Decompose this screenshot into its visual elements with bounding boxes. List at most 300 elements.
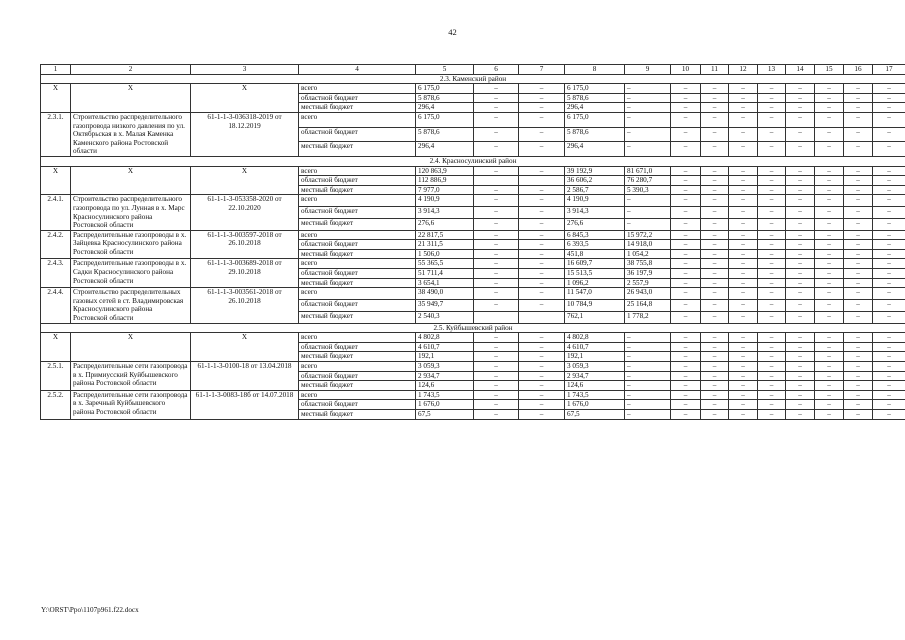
year-value: – — [519, 362, 565, 372]
empty-year-value: – — [786, 166, 815, 176]
year-value: – — [474, 333, 519, 343]
funding-source: областной бюджет — [299, 371, 416, 381]
year-value: 124,6 — [565, 381, 625, 391]
total-amount: 3 914,3 — [416, 207, 474, 219]
column-number: 4 — [299, 65, 416, 75]
empty-year-value: – — [701, 176, 729, 186]
empty-year-value: – — [729, 342, 758, 352]
total-amount: 21 311,5 — [416, 240, 474, 250]
empty-year-value: – — [786, 103, 815, 113]
funding-source: местный бюджет — [299, 103, 416, 113]
page-number: 42 — [448, 27, 457, 37]
year-value: 5 878,6 — [565, 127, 625, 142]
year-value: – — [474, 288, 519, 300]
year-value: – — [625, 371, 671, 381]
year-value: – — [625, 142, 671, 157]
empty-year-value: – — [844, 207, 873, 219]
empty-year-value: – — [815, 195, 844, 207]
empty-year-value: – — [786, 352, 815, 362]
empty-year-value: – — [671, 400, 701, 410]
empty-year-value: – — [671, 142, 701, 157]
year-value: 1 676,0 — [565, 400, 625, 410]
financing-table — [40, 64, 905, 420]
year-value: – — [519, 195, 565, 207]
empty-year-value: – — [701, 311, 729, 323]
column-number: 15 — [815, 65, 844, 75]
empty-year-value: – — [671, 195, 701, 207]
empty-year-value: – — [758, 259, 786, 269]
empty-year-value: – — [873, 103, 905, 113]
empty-year-value: – — [758, 269, 786, 279]
year-value: – — [625, 84, 671, 94]
empty-year-value: – — [729, 142, 758, 157]
empty-year-value: – — [701, 371, 729, 381]
year-value: – — [625, 93, 671, 103]
funding-source: всего — [299, 390, 416, 400]
empty-year-value: – — [671, 93, 701, 103]
empty-year-value: – — [873, 230, 905, 240]
object-name: Строительство распределительного газопровода низкого давления по ул. Октябрьская в х. Малая Каменка Каменского района Ростовской области — [71, 112, 191, 156]
expertise-document: X — [191, 333, 299, 362]
year-value: – — [474, 93, 519, 103]
empty-year-value: – — [758, 278, 786, 288]
empty-year-value: – — [844, 230, 873, 240]
empty-year-value: – — [701, 288, 729, 300]
empty-year-value: – — [844, 218, 873, 230]
empty-year-value: – — [844, 249, 873, 259]
empty-year-value: – — [671, 342, 701, 352]
empty-year-value: – — [786, 390, 815, 400]
year-value: – — [474, 362, 519, 372]
empty-year-value: – — [786, 127, 815, 142]
total-amount: 2 540,3 — [416, 311, 474, 323]
year-value: – — [474, 381, 519, 391]
year-value: 76 280,7 — [625, 176, 671, 186]
empty-year-value: – — [729, 259, 758, 269]
empty-year-value: – — [701, 362, 729, 372]
empty-year-value: – — [729, 185, 758, 195]
column-number: 13 — [758, 65, 786, 75]
empty-year-value: – — [844, 409, 873, 419]
year-value: – — [474, 195, 519, 207]
empty-year-value: – — [786, 218, 815, 230]
funding-source: областной бюджет — [299, 240, 416, 250]
empty-year-value: – — [758, 352, 786, 362]
year-value: – — [474, 400, 519, 410]
column-number: 7 — [519, 65, 565, 75]
empty-year-value: – — [671, 112, 701, 127]
empty-year-value: – — [729, 195, 758, 207]
empty-year-value: – — [701, 342, 729, 352]
year-value: 296,4 — [565, 142, 625, 157]
year-value: – — [474, 300, 519, 312]
year-value: – — [519, 390, 565, 400]
year-value: – — [519, 249, 565, 259]
empty-year-value: – — [815, 176, 844, 186]
empty-year-value: – — [815, 93, 844, 103]
empty-year-value: – — [671, 127, 701, 142]
year-value: – — [625, 342, 671, 352]
funding-source: областной бюджет — [299, 342, 416, 352]
funding-source: местный бюджет — [299, 409, 416, 419]
year-value: 16 609,7 — [565, 259, 625, 269]
empty-year-value: – — [844, 352, 873, 362]
year-value: – — [625, 409, 671, 419]
empty-year-value: – — [701, 218, 729, 230]
section-heading-row — [41, 323, 905, 333]
item-number: X — [41, 333, 71, 362]
year-value: – — [625, 127, 671, 142]
empty-year-value: – — [701, 112, 729, 127]
empty-year-value: – — [729, 390, 758, 400]
empty-year-value: – — [786, 362, 815, 372]
year-value: – — [519, 371, 565, 381]
empty-year-value: – — [729, 311, 758, 323]
empty-year-value: – — [671, 333, 701, 343]
empty-year-value: – — [729, 166, 758, 176]
empty-year-value: – — [873, 218, 905, 230]
empty-year-value: – — [815, 300, 844, 312]
year-value: 15 972,2 — [625, 230, 671, 240]
total-amount: 5 878,6 — [416, 127, 474, 142]
table-row — [41, 195, 905, 207]
empty-year-value: – — [844, 84, 873, 94]
empty-year-value: – — [671, 259, 701, 269]
empty-year-value: – — [873, 311, 905, 323]
empty-year-value: – — [815, 409, 844, 419]
total-amount: 296,4 — [416, 103, 474, 113]
empty-year-value: – — [701, 240, 729, 250]
object-name: Строительство распределительных газовых сетей в ст. Владимировская Красносулинского района Ростовской области — [71, 288, 191, 323]
empty-year-value: – — [701, 333, 729, 343]
object-name: Распределительные газопроводы в х. Зайцевка Красносулинского района Ростовской области — [71, 230, 191, 259]
empty-year-value: – — [873, 93, 905, 103]
empty-year-value: – — [729, 207, 758, 219]
empty-year-value: – — [758, 300, 786, 312]
year-value: 67,5 — [565, 409, 625, 419]
empty-year-value: – — [758, 103, 786, 113]
year-value: – — [519, 112, 565, 127]
funding-source: всего — [299, 195, 416, 207]
empty-year-value: – — [701, 142, 729, 157]
empty-year-value: – — [701, 390, 729, 400]
empty-year-value: – — [786, 371, 815, 381]
year-value: – — [474, 352, 519, 362]
empty-year-value: – — [815, 218, 844, 230]
empty-year-value: – — [701, 400, 729, 410]
empty-year-value: – — [671, 381, 701, 391]
year-value — [474, 176, 519, 186]
empty-year-value: – — [671, 278, 701, 288]
empty-year-value: – — [758, 93, 786, 103]
total-amount: 2 934,7 — [416, 371, 474, 381]
empty-year-value: – — [758, 409, 786, 419]
year-value: – — [625, 218, 671, 230]
total-amount: 67,5 — [416, 409, 474, 419]
total-amount: 120 863,9 — [416, 166, 474, 176]
empty-year-value: – — [815, 185, 844, 195]
empty-year-value: – — [873, 84, 905, 94]
empty-year-value: – — [844, 269, 873, 279]
year-value: – — [519, 142, 565, 157]
empty-year-value: – — [758, 195, 786, 207]
year-value: – — [474, 371, 519, 381]
year-value: 2 934,7 — [565, 371, 625, 381]
year-value: – — [519, 409, 565, 419]
year-value: – — [625, 381, 671, 391]
empty-year-value: – — [844, 390, 873, 400]
empty-year-value: – — [873, 278, 905, 288]
year-value: – — [519, 269, 565, 279]
empty-year-value: – — [671, 230, 701, 240]
section-heading-row — [41, 74, 905, 84]
table-row — [41, 112, 905, 127]
empty-year-value: – — [729, 240, 758, 250]
item-number: X — [41, 166, 71, 195]
empty-year-value: – — [873, 166, 905, 176]
total-amount: 3 059,3 — [416, 362, 474, 372]
empty-year-value: – — [671, 352, 701, 362]
column-number: 5 — [416, 65, 474, 75]
year-value: – — [519, 400, 565, 410]
empty-year-value: – — [815, 342, 844, 352]
table-row — [41, 390, 905, 400]
empty-year-value: – — [873, 176, 905, 186]
table-row — [41, 230, 905, 240]
empty-year-value: – — [729, 381, 758, 391]
year-value: – — [474, 230, 519, 240]
empty-year-value: – — [815, 84, 844, 94]
year-value: – — [474, 112, 519, 127]
year-value: – — [474, 269, 519, 279]
empty-year-value: – — [671, 390, 701, 400]
year-value: 1 778,2 — [625, 311, 671, 323]
year-value: – — [519, 230, 565, 240]
year-value: – — [474, 409, 519, 419]
empty-year-value: – — [786, 269, 815, 279]
year-value: 81 671,0 — [625, 166, 671, 176]
year-value: – — [474, 84, 519, 94]
item-number: 2.4.3. — [41, 259, 71, 288]
column-number: 2 — [71, 65, 191, 75]
empty-year-value: – — [815, 352, 844, 362]
year-value: – — [474, 390, 519, 400]
year-value: 4 802,8 — [565, 333, 625, 343]
total-amount: 4 610,7 — [416, 342, 474, 352]
empty-year-value: – — [873, 185, 905, 195]
year-value: – — [519, 381, 565, 391]
empty-year-value: – — [758, 84, 786, 94]
year-value: 762,1 — [565, 311, 625, 323]
empty-year-value: – — [671, 269, 701, 279]
object-name: Строительство распределительного газопровода по ул. Лунная в х. Марс Красносулинского района Ростовской области — [71, 195, 191, 230]
funding-source: всего — [299, 259, 416, 269]
year-value: – — [474, 207, 519, 219]
empty-year-value: – — [873, 400, 905, 410]
empty-year-value: – — [873, 342, 905, 352]
empty-year-value: – — [729, 300, 758, 312]
year-value: – — [519, 259, 565, 269]
file-path-footer: Y:\ORST\Ppo\1107p961.f22.docx — [41, 606, 139, 614]
funding-source: областной бюджет — [299, 176, 416, 186]
empty-year-value: – — [671, 207, 701, 219]
empty-year-value: – — [701, 409, 729, 419]
empty-year-value: – — [758, 400, 786, 410]
column-number: 16 — [844, 65, 873, 75]
empty-year-value: – — [758, 207, 786, 219]
year-value: 3 914,3 — [565, 207, 625, 219]
empty-year-value: – — [844, 311, 873, 323]
year-value: 296,4 — [565, 103, 625, 113]
funding-source: местный бюджет — [299, 311, 416, 323]
empty-year-value: – — [873, 409, 905, 419]
empty-year-value: – — [786, 185, 815, 195]
empty-year-value: – — [844, 371, 873, 381]
empty-year-value: – — [815, 142, 844, 157]
year-value: 192,1 — [565, 352, 625, 362]
empty-year-value: – — [701, 207, 729, 219]
empty-year-value: – — [758, 371, 786, 381]
section-title: 2.3. Каменский район — [41, 74, 905, 84]
year-value: – — [625, 103, 671, 113]
empty-year-value: – — [701, 93, 729, 103]
empty-year-value: – — [815, 311, 844, 323]
year-value: 3 059,3 — [565, 362, 625, 372]
empty-year-value: – — [701, 230, 729, 240]
empty-year-value: – — [729, 218, 758, 230]
empty-year-value: – — [815, 381, 844, 391]
empty-year-value: – — [701, 352, 729, 362]
empty-year-value: – — [671, 409, 701, 419]
empty-year-value: – — [671, 288, 701, 300]
funding-source: всего — [299, 288, 416, 300]
empty-year-value: – — [671, 218, 701, 230]
year-value: 6 393,5 — [565, 240, 625, 250]
year-value: – — [474, 103, 519, 113]
year-value: – — [474, 259, 519, 269]
item-number: X — [41, 84, 71, 113]
total-amount: 4 802,8 — [416, 333, 474, 343]
empty-year-value: – — [844, 103, 873, 113]
funding-source: областной бюджет — [299, 207, 416, 219]
object-name: Распределительные газопроводы в х. Садки Красносулинского района Ростовской области — [71, 259, 191, 288]
total-amount: 35 949,7 — [416, 300, 474, 312]
empty-year-value: – — [873, 112, 905, 127]
total-amount: 276,6 — [416, 218, 474, 230]
empty-year-value: – — [758, 249, 786, 259]
empty-year-value: – — [701, 259, 729, 269]
year-value: – — [519, 103, 565, 113]
empty-year-value: – — [873, 333, 905, 343]
empty-year-value: – — [701, 249, 729, 259]
empty-year-value: – — [786, 333, 815, 343]
year-value — [519, 311, 565, 323]
empty-year-value: – — [729, 84, 758, 94]
empty-year-value: – — [701, 300, 729, 312]
total-amount: 296,4 — [416, 142, 474, 157]
year-value: 6 845,3 — [565, 230, 625, 240]
total-amount: 1 506,0 — [416, 249, 474, 259]
empty-year-value: – — [844, 333, 873, 343]
empty-year-value: – — [844, 362, 873, 372]
empty-year-value: – — [815, 390, 844, 400]
item-number: 2.5.1. — [41, 362, 71, 391]
empty-year-value: – — [873, 300, 905, 312]
year-value: 2 557,9 — [625, 278, 671, 288]
empty-year-value: – — [815, 166, 844, 176]
empty-year-value: – — [786, 195, 815, 207]
empty-year-value: – — [873, 207, 905, 219]
empty-year-value: – — [758, 390, 786, 400]
year-value: – — [474, 218, 519, 230]
funding-source: местный бюджет — [299, 249, 416, 259]
empty-year-value: – — [671, 311, 701, 323]
empty-year-value: – — [729, 352, 758, 362]
year-value: 10 784,9 — [565, 300, 625, 312]
empty-year-value: – — [873, 390, 905, 400]
empty-year-value: – — [758, 240, 786, 250]
year-value: – — [519, 166, 565, 176]
empty-year-value: – — [844, 400, 873, 410]
total-amount: 192,1 — [416, 352, 474, 362]
empty-year-value: – — [701, 127, 729, 142]
expertise-document: 61-1-1-3-036318-2019 от 18.12.2019 — [191, 112, 299, 156]
empty-year-value: – — [815, 400, 844, 410]
empty-year-value: – — [729, 269, 758, 279]
empty-year-value: – — [786, 84, 815, 94]
expertise-document: 61-1-1-3-003561-2018 от 26.10.2018 — [191, 288, 299, 323]
empty-year-value: – — [758, 333, 786, 343]
object-name: X — [71, 166, 191, 195]
expertise-document: 61-1-1-3-0083-18б от 14.07.2018 — [191, 390, 299, 419]
year-value: 15 513,5 — [565, 269, 625, 279]
empty-year-value: – — [758, 288, 786, 300]
expertise-document: 61-1-1-3-053358-2020 от 22.10.2020 — [191, 195, 299, 230]
empty-year-value: – — [671, 249, 701, 259]
total-amount: 112 886,9 — [416, 176, 474, 186]
funding-source: местный бюджет — [299, 185, 416, 195]
year-value: 1 743,5 — [565, 390, 625, 400]
year-value: – — [519, 288, 565, 300]
year-value: – — [519, 300, 565, 312]
funding-source: местный бюджет — [299, 352, 416, 362]
empty-year-value: – — [786, 381, 815, 391]
item-number: 2.4.4. — [41, 288, 71, 323]
table-row — [41, 84, 905, 94]
empty-year-value: – — [729, 333, 758, 343]
empty-year-value: – — [671, 166, 701, 176]
year-value: – — [625, 390, 671, 400]
total-amount: 38 490,0 — [416, 288, 474, 300]
year-value: 4 190,9 — [565, 195, 625, 207]
empty-year-value: – — [786, 142, 815, 157]
year-value: – — [519, 84, 565, 94]
section-title: 2.4. Красносулинский район — [41, 156, 905, 166]
empty-year-value: – — [786, 112, 815, 127]
column-number-row — [41, 65, 905, 75]
section-heading-row — [41, 156, 905, 166]
total-amount: 22 817,5 — [416, 230, 474, 240]
column-number: 6 — [474, 65, 519, 75]
empty-year-value: – — [758, 230, 786, 240]
year-value: 36 606,2 — [565, 176, 625, 186]
year-value: – — [625, 400, 671, 410]
empty-year-value: – — [844, 240, 873, 250]
funding-source: местный бюджет — [299, 218, 416, 230]
empty-year-value: – — [815, 259, 844, 269]
year-value: 1 054,2 — [625, 249, 671, 259]
funding-source: всего — [299, 84, 416, 94]
